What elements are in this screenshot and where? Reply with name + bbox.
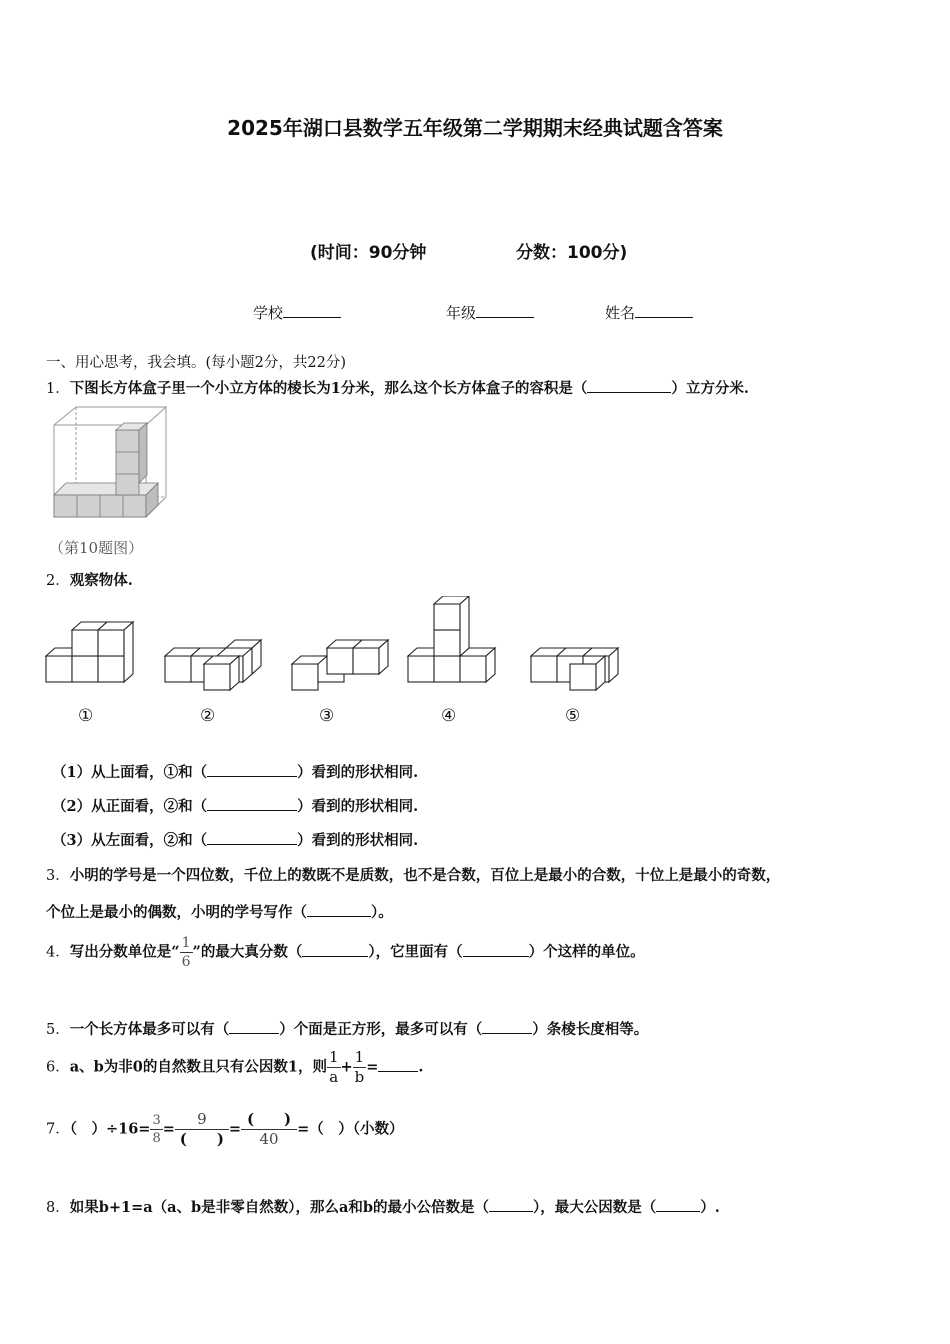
section-heading: 一、用心思考，我会填。(每小题2分，共22分): [46, 355, 346, 371]
q7-fraction-1: $\frac{3}{8}$: [152, 1113, 161, 1146]
label-2: ②: [200, 706, 216, 726]
question-3-line-2: 个位上是最小的偶数，小明的学号写作（ ）。: [46, 904, 393, 921]
q6-fraction-1: $\frac{1}{a}$: [328, 1048, 339, 1086]
question-3-line-1: 3．小明的学号是一个四位数，千位上的数既不是质数，也不是合数，百位上是最小的合数，十位上是最小的奇数，: [46, 867, 781, 884]
page-title: 2025年湖口县数学五年级第二学期期末经典试题含答案: [227, 116, 723, 140]
q2-sub2-blank[interactable]: [207, 796, 297, 811]
label-4: ④: [441, 706, 457, 726]
label-5: ⑤: [565, 706, 581, 726]
name-field: [605, 302, 693, 323]
q5-blank-2[interactable]: [482, 1019, 532, 1034]
q7-fraction-3: $\frac{( )}{40}$: [241, 1112, 297, 1147]
name-label: 姓名: [605, 304, 636, 322]
q4-blank-2[interactable]: [463, 942, 529, 957]
q2-sub-1: （1）从上面看，①和（ ）看到的形状相同.: [52, 764, 419, 781]
shape-4: [408, 596, 495, 682]
q2-sub-2: （2）从正面看，②和（ ）看到的形状相同.: [52, 798, 419, 815]
exam-score: 分数：100分): [516, 243, 628, 263]
q2-sub3-blank[interactable]: [207, 830, 297, 845]
q4-blank-1[interactable]: [302, 942, 368, 957]
label-1: ①: [78, 706, 94, 726]
q6-fraction-2: $\frac{1}{b}$: [354, 1048, 365, 1086]
box-figure: [50, 403, 170, 521]
q6-blank[interactable]: [378, 1057, 418, 1072]
question-6: 6．a、b为非0的自然数且只有公因数1，则 $\frac{1}{a}$ + $\frac{1}{b}$ = .: [46, 1048, 424, 1086]
grade-field: [446, 302, 534, 323]
shape-1: [46, 622, 133, 682]
q2-sub1-blank[interactable]: [207, 762, 297, 777]
school-field: [253, 302, 341, 323]
q7-fraction-2: $\frac{9}{( )}$: [175, 1112, 229, 1147]
figure-caption: （第10题图）: [49, 539, 144, 557]
question-1: 1．下图长方体盒子里一个小立方体的棱长为1分米，那么这个长方体盒子的容积是（ ）立方分米.: [46, 380, 749, 397]
grade-blank[interactable]: [476, 303, 534, 318]
q4-fraction: $\frac{1}{6}$: [181, 935, 191, 970]
grade-label: 年级: [446, 304, 477, 322]
shape-5: [531, 648, 618, 690]
shape-2: [165, 640, 261, 690]
q3-blank[interactable]: [307, 902, 371, 917]
q1-blank[interactable]: [587, 378, 671, 393]
q5-blank-1[interactable]: [229, 1019, 279, 1034]
question-2: 2．观察物体.: [46, 572, 133, 589]
question-7: 7．（ ）÷16= $\frac{3}{8}$ = $\frac{9}{( )}$ = $\frac{( )}{40}$ =（ ）（小数）: [46, 1110, 404, 1148]
question-4: 4．写出分数单位是“ $\frac{1}{6}$ ”的最大真分数（ ），它里面有（ ）个这样的单位。: [46, 935, 645, 970]
q8-blank-1[interactable]: [489, 1197, 533, 1212]
name-blank[interactable]: [635, 303, 693, 318]
label-3: ③: [319, 706, 335, 726]
q2-sub-3: （3）从左面看，②和（ ）看到的形状相同.: [52, 832, 419, 849]
q8-blank-2[interactable]: [656, 1197, 700, 1212]
question-8: 8．如果b+1=a（a、b是非零自然数），那么a和b的最小公倍数是（ ），最大公因数是（ ）.: [46, 1199, 720, 1216]
exam-time: (时间：90分钟: [310, 243, 427, 263]
school-blank[interactable]: [283, 303, 341, 318]
question-5: 5．一个长方体最多可以有（ ）个面是正方形，最多可以有（ ）条棱长度相等。: [46, 1021, 649, 1038]
school-label: 学校: [253, 304, 284, 322]
shape-3: [292, 640, 388, 690]
cube-figures: [40, 596, 630, 696]
